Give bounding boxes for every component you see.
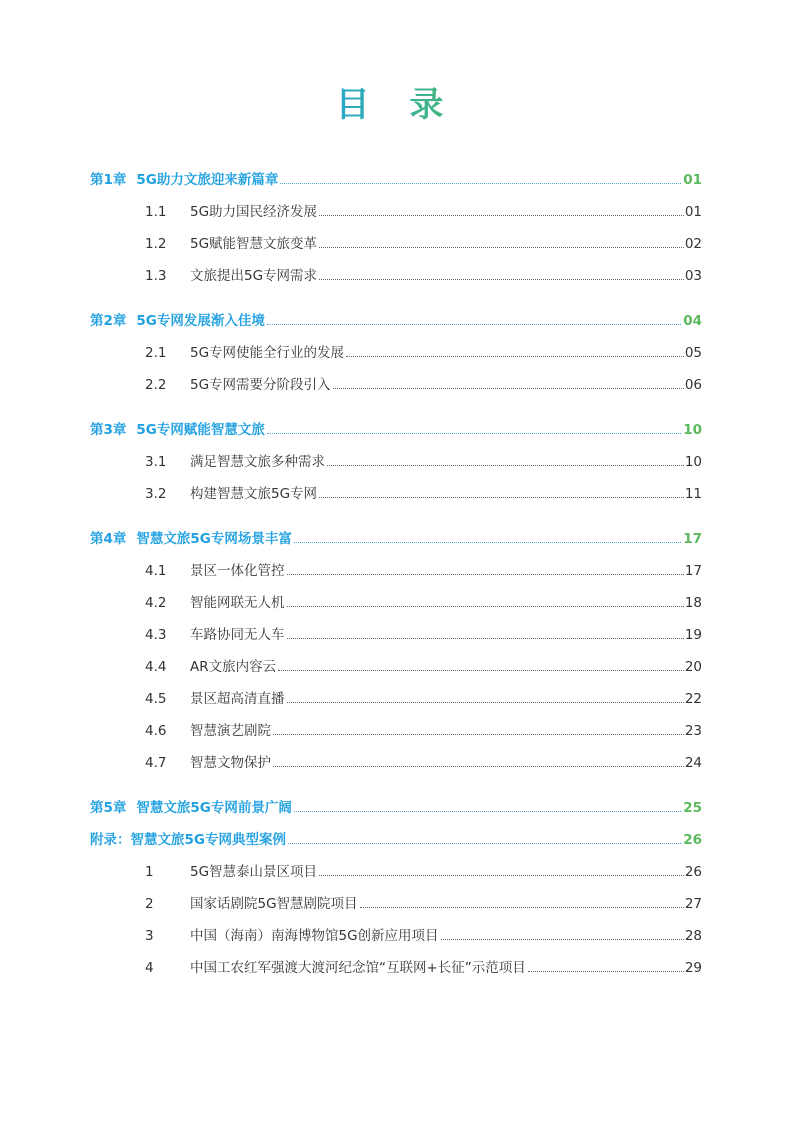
- dot-leader: [346, 356, 684, 357]
- section-title: 车路协同无人车: [190, 627, 285, 643]
- dot-leader: [280, 183, 681, 184]
- chapter-title: 5G专网发展渐入佳境: [136, 313, 265, 329]
- section-number: 4.1: [145, 563, 167, 579]
- section-number: 4.4: [145, 659, 167, 675]
- page-number: 23: [684, 723, 702, 739]
- page-number: 10: [683, 422, 702, 438]
- section-number: 1.1: [145, 204, 167, 220]
- toc-case-3[interactable]: [145, 924, 702, 944]
- chapter-title: 5G助力文旅迎来新篇章: [136, 172, 279, 188]
- section-title: 5G专网需要分阶段引入: [190, 377, 331, 393]
- page-number: 04: [683, 313, 702, 329]
- page-number: 26: [683, 832, 702, 848]
- section-number: 3.2: [145, 486, 167, 502]
- dot-leader: [278, 670, 684, 671]
- dot-leader: [319, 247, 684, 248]
- section-number: 2.1: [145, 345, 167, 361]
- page-number: 24: [684, 755, 702, 771]
- section-title: 5G助力国民经济发展: [190, 204, 318, 220]
- page-number: 19: [684, 627, 702, 643]
- section-number: 1.3: [145, 268, 167, 284]
- page-number: 18: [684, 595, 702, 611]
- dot-leader: [327, 465, 684, 466]
- toc-section-4-2[interactable]: [145, 591, 702, 611]
- dot-leader: [319, 875, 684, 876]
- dot-leader: [333, 388, 684, 389]
- dot-leader: [528, 971, 684, 972]
- dot-leader: [287, 606, 684, 607]
- page-number: 27: [684, 896, 702, 912]
- chapter-number: 第3章: [90, 422, 127, 438]
- case-title: 中国（海南）南海博物馆5G创新应用项目: [190, 928, 439, 944]
- appendix-title: 智慧文旅5G专网典型案例: [130, 832, 286, 848]
- page-number: 02: [684, 236, 702, 252]
- toc-case-2[interactable]: [145, 892, 702, 912]
- toc-chapter-4[interactable]: [90, 527, 702, 547]
- toc-section-4-7[interactable]: [145, 751, 702, 771]
- toc-section-4-5[interactable]: [145, 687, 702, 707]
- chapter-title: 智慧文旅5G专网场景丰富: [136, 531, 292, 547]
- page-number: 25: [683, 800, 702, 816]
- section-number: 4.2: [145, 595, 167, 611]
- page-number: 10: [684, 454, 702, 470]
- dot-leader: [267, 433, 681, 434]
- dot-leader: [267, 324, 681, 325]
- toc-chapter-3[interactable]: [90, 418, 702, 438]
- section-title: 景区一体化管控: [190, 563, 285, 579]
- toc-section-3-2[interactable]: [145, 482, 702, 502]
- section-number: 3.1: [145, 454, 167, 470]
- section-number: 4.7: [145, 755, 167, 771]
- toc-section-1-2[interactable]: [145, 232, 702, 252]
- page-number: 26: [684, 864, 702, 880]
- case-title: 中国工农红军强渡大渡河纪念馆“互联网+长征”示范项目: [190, 960, 526, 976]
- appendix-label: 附录：: [90, 832, 131, 848]
- section-number: 2.2: [145, 377, 167, 393]
- section-title: 智慧演艺剧院: [190, 723, 271, 739]
- toc-section-1-3[interactable]: [145, 264, 702, 284]
- chapter-number: 第4章: [90, 531, 127, 547]
- section-title: 智慧文物保护: [190, 755, 271, 771]
- section-title: 5G专网使能全行业的发展: [190, 345, 345, 361]
- section-title: AR文旅内容云: [190, 659, 277, 675]
- toc-section-1-1[interactable]: [145, 200, 702, 220]
- section-title: 文旅提出5G专网需求: [190, 268, 318, 284]
- page-number: 03: [684, 268, 702, 284]
- toc-chapter-5[interactable]: [90, 796, 702, 816]
- toc-section-2-1[interactable]: [145, 341, 702, 361]
- dot-leader: [319, 215, 684, 216]
- dot-leader: [294, 811, 681, 812]
- dot-leader: [360, 907, 684, 908]
- toc-section-2-2[interactable]: [145, 373, 702, 393]
- case-title: 国家话剧院5G智慧剧院项目: [190, 896, 358, 912]
- toc-section-4-4[interactable]: [145, 655, 702, 675]
- dot-leader: [288, 843, 681, 844]
- chapter-title: 5G专网赋能智慧文旅: [136, 422, 265, 438]
- page-number: 11: [684, 486, 702, 502]
- page-number: 28: [684, 928, 702, 944]
- case-number: 1: [145, 864, 154, 880]
- dot-leader: [319, 497, 684, 498]
- section-number: 4.3: [145, 627, 167, 643]
- chapter-title: 智慧文旅5G专网前景广阔: [136, 800, 292, 816]
- page-number: 05: [684, 345, 702, 361]
- page-title: 目 录: [0, 82, 793, 128]
- toc-case-1[interactable]: [145, 860, 702, 880]
- dot-leader: [441, 939, 684, 940]
- dot-leader: [287, 702, 684, 703]
- dot-leader: [273, 766, 684, 767]
- dot-leader: [294, 542, 681, 543]
- case-number: 4: [145, 960, 154, 976]
- section-number: 1.2: [145, 236, 167, 252]
- page-number: 20: [684, 659, 702, 675]
- dot-leader: [273, 734, 684, 735]
- page-number: 17: [683, 531, 702, 547]
- page-number: 22: [684, 691, 702, 707]
- section-number: 4.6: [145, 723, 167, 739]
- toc-chapter-1[interactable]: [90, 168, 702, 188]
- case-number: 3: [145, 928, 154, 944]
- chapter-number: 第1章: [90, 172, 127, 188]
- section-title: 构建智慧文旅5G专网: [190, 486, 318, 502]
- dot-leader: [287, 574, 684, 575]
- toc-appendix[interactable]: [90, 828, 702, 848]
- dot-leader: [319, 279, 684, 280]
- toc-case-4[interactable]: [145, 956, 702, 976]
- dot-leader: [287, 638, 684, 639]
- page-number: 17: [684, 563, 702, 579]
- page-number: 29: [684, 960, 702, 976]
- page-number: 06: [684, 377, 702, 393]
- section-title: 5G赋能智慧文旅变革: [190, 236, 318, 252]
- section-title: 智能网联无人机: [190, 595, 285, 611]
- page-number: 01: [683, 172, 702, 188]
- section-title: 景区超高清直播: [190, 691, 285, 707]
- section-number: 4.5: [145, 691, 167, 707]
- section-title: 满足智慧文旅多种需求: [190, 454, 325, 470]
- chapter-number: 第2章: [90, 313, 127, 329]
- page-number: 01: [684, 204, 702, 220]
- toc-section-4-3[interactable]: [145, 623, 702, 643]
- toc-section-3-1[interactable]: [145, 450, 702, 470]
- case-title: 5G智慧泰山景区项目: [190, 864, 318, 880]
- toc-chapter-2[interactable]: [90, 309, 702, 329]
- case-number: 2: [145, 896, 154, 912]
- toc-section-4-1[interactable]: [145, 559, 702, 579]
- toc-section-4-6[interactable]: [145, 719, 702, 739]
- chapter-number: 第5章: [90, 800, 127, 816]
